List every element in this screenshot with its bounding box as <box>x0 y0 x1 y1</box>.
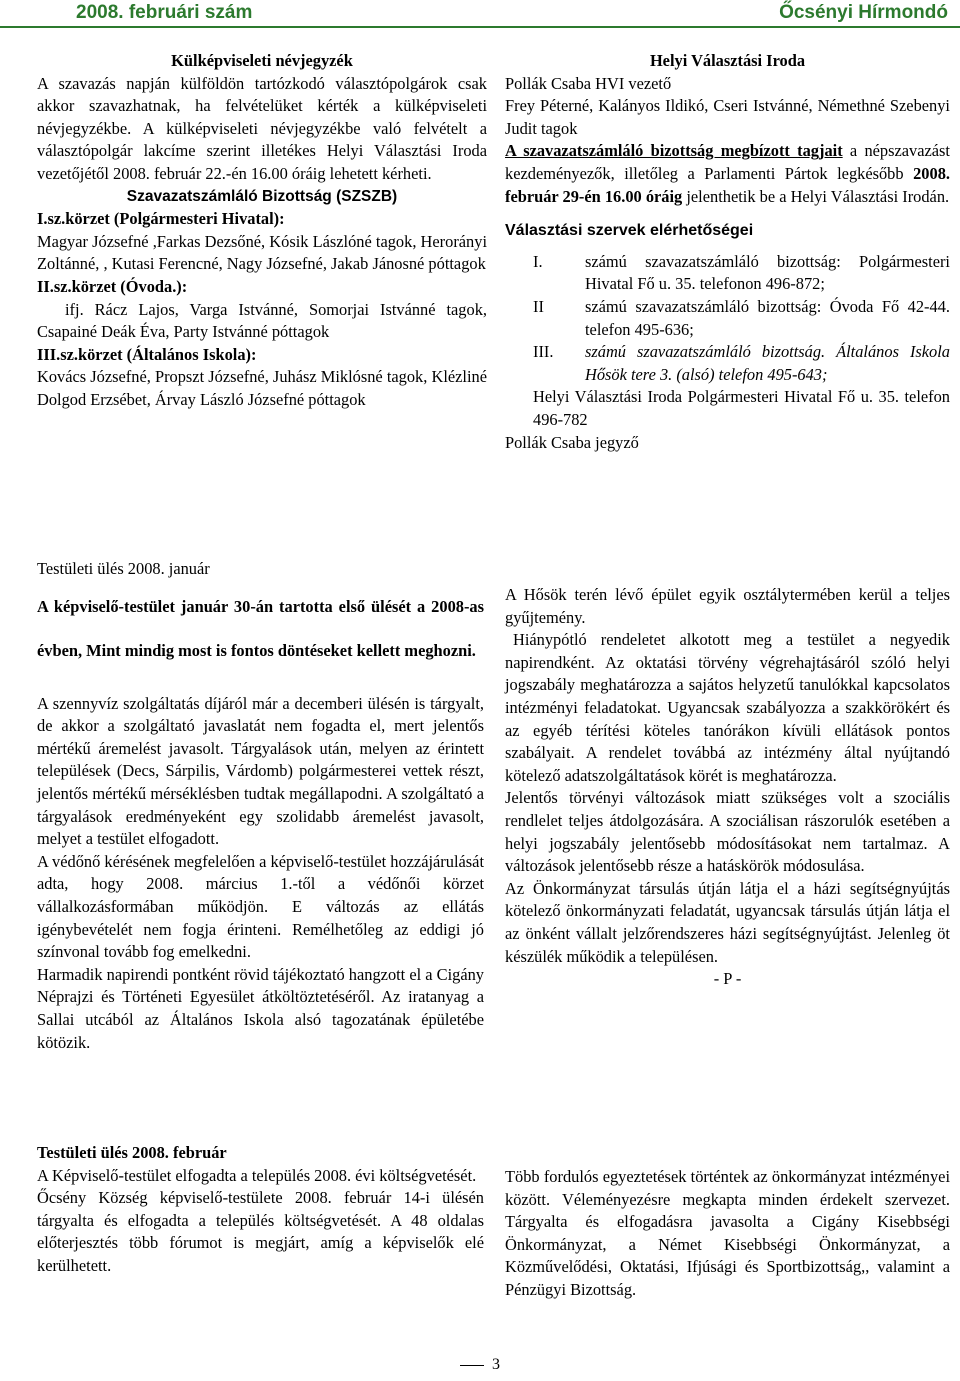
notice-deadline: 2008. február 29-én 16.00 óráig <box>505 163 950 206</box>
hvi-contact: Helyi Választási Iroda Polgármesteri Hivatal Fő u. 35. telefon 496-782 <box>533 387 950 429</box>
hvi-members: Frey Péterné, Kalányos Ildikó, Cseri Istvánné, Némethné Szebenyi Judit tagok <box>505 96 950 138</box>
korzet3-title: III.sz.körzet (Általános Iskola): <box>37 344 257 364</box>
korzet1-title: I.sz.körzet (Polgármesteri Hivatal): <box>37 209 285 229</box>
newspaper-title: Őcsényi Hírmondó <box>779 2 948 23</box>
issue-label: 2008. februári szám <box>76 2 253 23</box>
footer-rule <box>460 1365 484 1366</box>
contact-item-2: II számú szavazatszámláló bizottság: Óvoda Fő 42-44. telefon 495-636; <box>533 296 950 339</box>
january-lead: A képviselő-testület január 30-án tartotta első ülését a 2008-as évben, Mint mindig most is fontos döntéseket kellett meghozni. <box>37 596 484 660</box>
january-para-1: A szennyvíz szolgáltatás díjáról már a decemberi ülésén is tárgyalt, de akkor a szolgáltató javaslatát nem fogadta el, mert jelentős mértékű áremelést javasolt. Tárgyalások után, melyen az érintett települések (Decs, Sárpilis, Várdomb) polgármesterei vettek részt, jelentős mértékű mérséklésben tudtak megállapodni. A szolgáltató a tárgyalások eredményeként egy szolidabb áremelést javasolt, melyet a testület elfogadott. <box>37 693 484 849</box>
january-date: Testületi ülés 2008. január <box>37 559 210 578</box>
february-right-column <box>505 1166 950 1302</box>
january-right-para-2: Hiánypótló rendeletet alkotott meg a testület a negyedik napirendként. Az oktatási törvény végrehajtásáról szóló helyi jogszabály meghatározza a sajátos helyzetű tanulókkal kapcsolatos intézményi feladatokat. Ugyancsak szabályozza a szakkörökért és az egyéb térítési köteles tanórákon kívüli ellátások pontos szabályait. A rendelet továbbá az intézmény által nyújtandó kötelező adatszolgáltatások körét is meghatározza. <box>505 630 950 785</box>
hvi-heading: Helyi Választási Iroda <box>649 51 806 70</box>
contact-item-3: III. számú szavazatszámláló bizottság. Általános Iskola Hősök tere 3. (alsó) telefon 495-643; <box>533 342 950 384</box>
korzet2-title: II.sz.körzet (Óvoda.): <box>37 276 188 296</box>
jegyzo: Pollák Csaba jegyző <box>505 432 639 452</box>
kulkepviseleti-heading: Külképviseleti névjegyzék <box>171 51 353 70</box>
page-number: 3 <box>492 1356 500 1373</box>
left-top-column <box>37 50 487 412</box>
january-right-para-1: A Hősök terén lévő épület egyik osztálytermében kerül a teljes gyűjtemény. <box>505 585 950 627</box>
february-left-column <box>37 1142 484 1278</box>
contact-item-1: I. számú szavazatszámláló bizottság: Polgármesteri Hivatal Fő u. 35. telefonon 496-872; <box>533 251 950 294</box>
february-para-2: Őcsény Község képviselő-testülete 2008. február 14-i ülésén tárgyalta és elfogadta a település költségvetését. A 48 oldalas előterjesztés több fórumot is megjárt, amíg a képviselők elé kerülhetett. <box>37 1188 484 1275</box>
january-para-2: A védőnő kérésének megfelelően a képviselő-testület hozzájárulását adta, hogy 2008. március 1.-től a védőnői körzet vállalkozásformában működjön. E változás az ellátás igénybevételét nem fogja érinteni. Remélhetőleg az eddigi jó színvonal tovább fog emelkedni. <box>37 851 484 962</box>
january-right-para-3: Jelentős törvényi változások miatt szükséges volt a szociális rendlelet teljes átdolgozására. A szociálisan rászorulók esetében a helyi jogszabály jelentősebb módosításokat nem tartalmaz. A változások jelentősebb része a hatáskörök módosulása. <box>505 788 950 876</box>
kulkepviseleti-text: A szavazás napján külföldön tartózkodó választópolgárok csak akkor szavazhatnak, ha felvételüket kérték a külképviseleti névjegyzékbe. A külképviseleti névjegyzékbe való felvételt a választópolgár lakcíme szerint illetékes Helyi Választási Iroda vezetőjétől 2008. február 22.-én 16.00 óráig lehetett kérheti. <box>37 73 487 183</box>
szervek-heading: Választási szervek elérhetőségei <box>505 222 754 240</box>
page-header <box>0 0 960 28</box>
february-para-1: A Képviselő-testület elfogadta a település 2008. évi költségvetését. <box>37 1165 477 1185</box>
page-footer <box>0 1354 960 1377</box>
szszb-heading: Szavazatszámláló Bizottság (SZSZB) <box>126 187 398 205</box>
notice-underlined: A szavazatszámláló bizottság megbízott tagjait <box>505 141 843 161</box>
january-para-3: Harmadik napirendi pontként rövid tájékoztató hangzott el a Cigány Néprajzi és Történeti Egyesület átköltöztetéséről. Az iratanyag a Sallai utcából az Általános Iskola alsó tagozatának épületébe kötözik. <box>37 964 484 1052</box>
january-right-para-4: Az Önkormányzat társulás útján látja el a házi segítségnyújtás kötelező önkormányzati feladatát, ugyancsak társulás útján látja el az önként vállalt jelzőrendszeres házi segítségnyújtást. Jelenleg öt készülék működik a településen. <box>505 878 950 966</box>
korzet2-members: ifj. Rácz Lajos, Varga Istvánné, Somorjai Istvánné tagok, Csapainé Deák Éva, Party Istvánné póttagok <box>37 299 487 342</box>
january-right-column <box>505 584 950 991</box>
author-signature: - P - <box>713 969 742 989</box>
korzet1-members: Magyar Józsefné ,Farkas Dezsőné, Kósik Lászlóné tagok, Herorányi Zoltánné, , Kutasi Ferencné, Nagy Józsefné, Jakab Jánosné póttagok <box>37 231 487 274</box>
korzet3-members: Kovács Józsefné, Propszt Józsefné, Juhász Miklósné tagok, Klézliné Dolgod Erzsébet, Árvay László Józsefné póttagok <box>37 367 487 409</box>
january-left-column <box>37 558 484 1054</box>
february-date: Testületi ülés 2008. február <box>37 1143 227 1162</box>
right-top-column <box>505 50 950 454</box>
szszb-notice: A szavazatszámláló bizottság megbízott tagjait a népszavazást kezdeményezők, illetőleg a Parlamenti Pártok legkésőbb 2008. február 29-én 16.00 óráig jelenthetik be a Helyi Választási Irodán. <box>505 141 950 206</box>
hvi-leader: Pollák Csaba HVI vezető <box>505 73 672 93</box>
february-right-para: Több fordulós egyeztetések történtek az önkormányzat intézményei között. Véleményezésre megkapta minden érdekelt szervezet. Tárgyalta és elfogadásra javasolta a Cigány Kisebbségi Önkormányzat, a Német Kisebbségi Önkormányzat, a Közművelődési, Oktatási, Ifjúsági és Sportbizottság,, valamint a Pénzügyi Bizottság. <box>505 1167 950 1299</box>
